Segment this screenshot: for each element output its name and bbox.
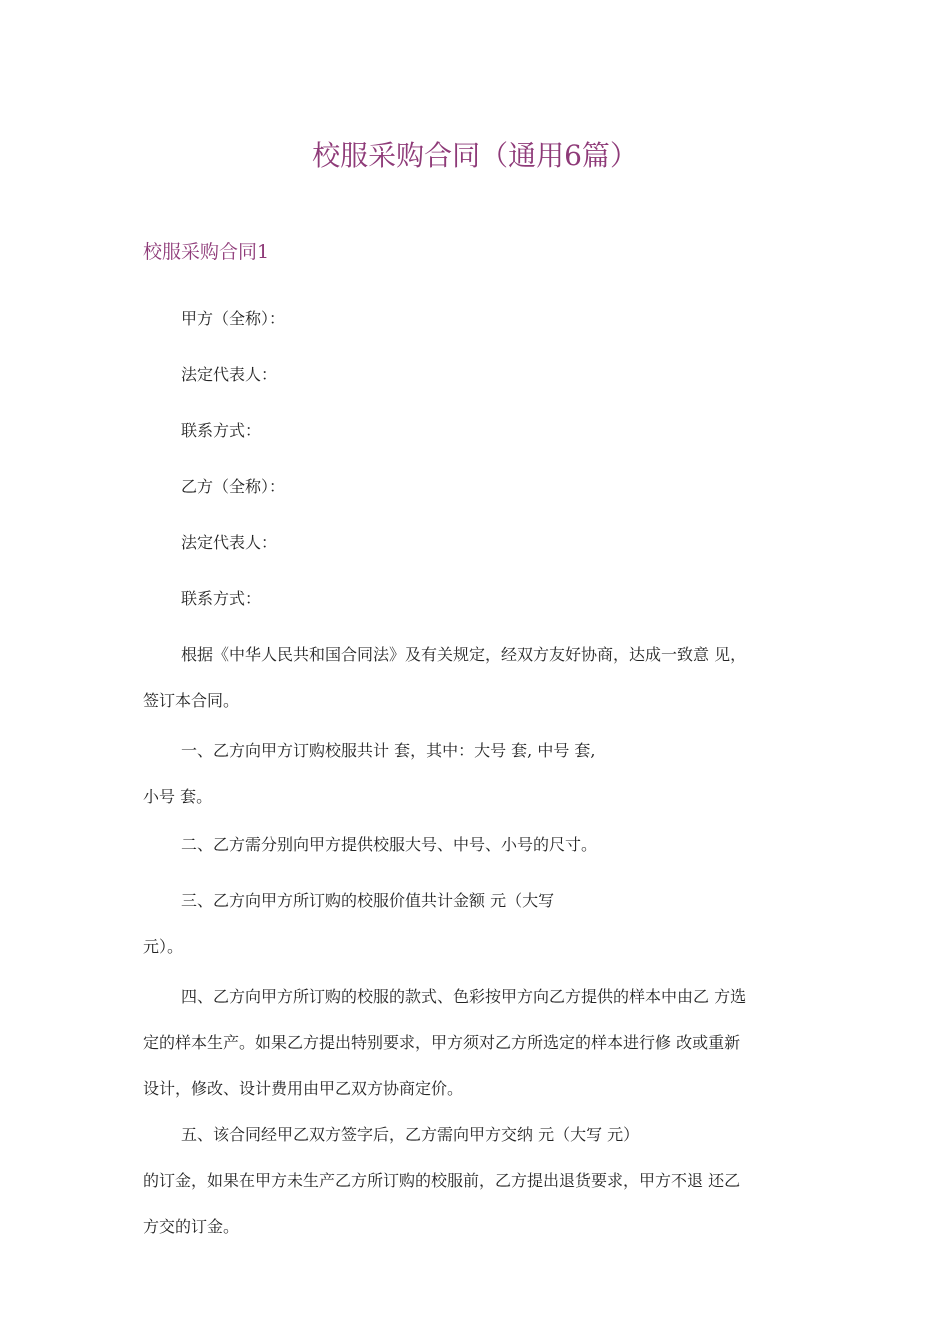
paragraph-line: 三、乙方向甲方所订购的校服价值共计金额 元（大写: [181, 891, 555, 910]
paragraph-line: 小号 套。: [143, 787, 213, 806]
paragraph-line: 定的样本生产。如果乙方提出特别要求，甲方须对乙方所选定的样本进行修 改或重新: [143, 1033, 741, 1052]
paragraph-clause-3: [143, 887, 811, 961]
paragraph-line: 的订金，如果在甲方未生产乙方所订购的校服前，乙方提出退货要求，甲方不退 还乙: [143, 1171, 741, 1190]
field-party-a-name: 甲方（全称）：: [181, 309, 286, 328]
paragraph-clause-4: [143, 983, 811, 1103]
field-party-b-contact: 联系方式：: [181, 589, 262, 608]
paragraph-line: 签订本合同。: [143, 691, 240, 710]
section-heading: 校服采购合同1: [143, 241, 270, 263]
paragraph-clause-2: [143, 831, 811, 859]
paragraph-line: 设计，修改、设计费用由甲乙双方协商定价。: [143, 1079, 464, 1098]
paragraph-clause-5: [143, 1121, 811, 1241]
field-party-a-representative: 法定代表人：: [181, 365, 278, 384]
paragraph-clause-1: [143, 737, 811, 811]
field-party-a-contact: 联系方式：: [181, 421, 262, 440]
field-party-b-name: 乙方（全称）：: [181, 477, 286, 496]
paragraph-line: 五、该合同经甲乙双方签字后，乙方需向甲方交纳 元（大写 元）: [181, 1125, 640, 1144]
paragraph-line: 元）。: [143, 937, 184, 956]
paragraph-preamble: [143, 641, 811, 715]
paragraph-line: 方交的订金。: [143, 1217, 240, 1236]
paragraph-line: 根据《中华人民共和国合同法》及有关规定，经双方友好协商，达成一致意 见，: [181, 645, 747, 664]
paragraph-line: 一、乙方向甲方订购校服共计 套，其中：大号 套, 中号 套,: [181, 741, 596, 760]
paragraph-line: 二、乙方需分别向甲方提供校服大号、中号、小号的尺寸。: [181, 835, 598, 854]
document-title: 校服采购合同（通用6篇）: [312, 139, 638, 172]
field-party-b-representative: 法定代表人：: [181, 533, 278, 552]
paragraph-line: 四、乙方向甲方所订购的校服的款式、色彩按甲方向乙方提供的样本中由乙 方选: [181, 987, 747, 1006]
